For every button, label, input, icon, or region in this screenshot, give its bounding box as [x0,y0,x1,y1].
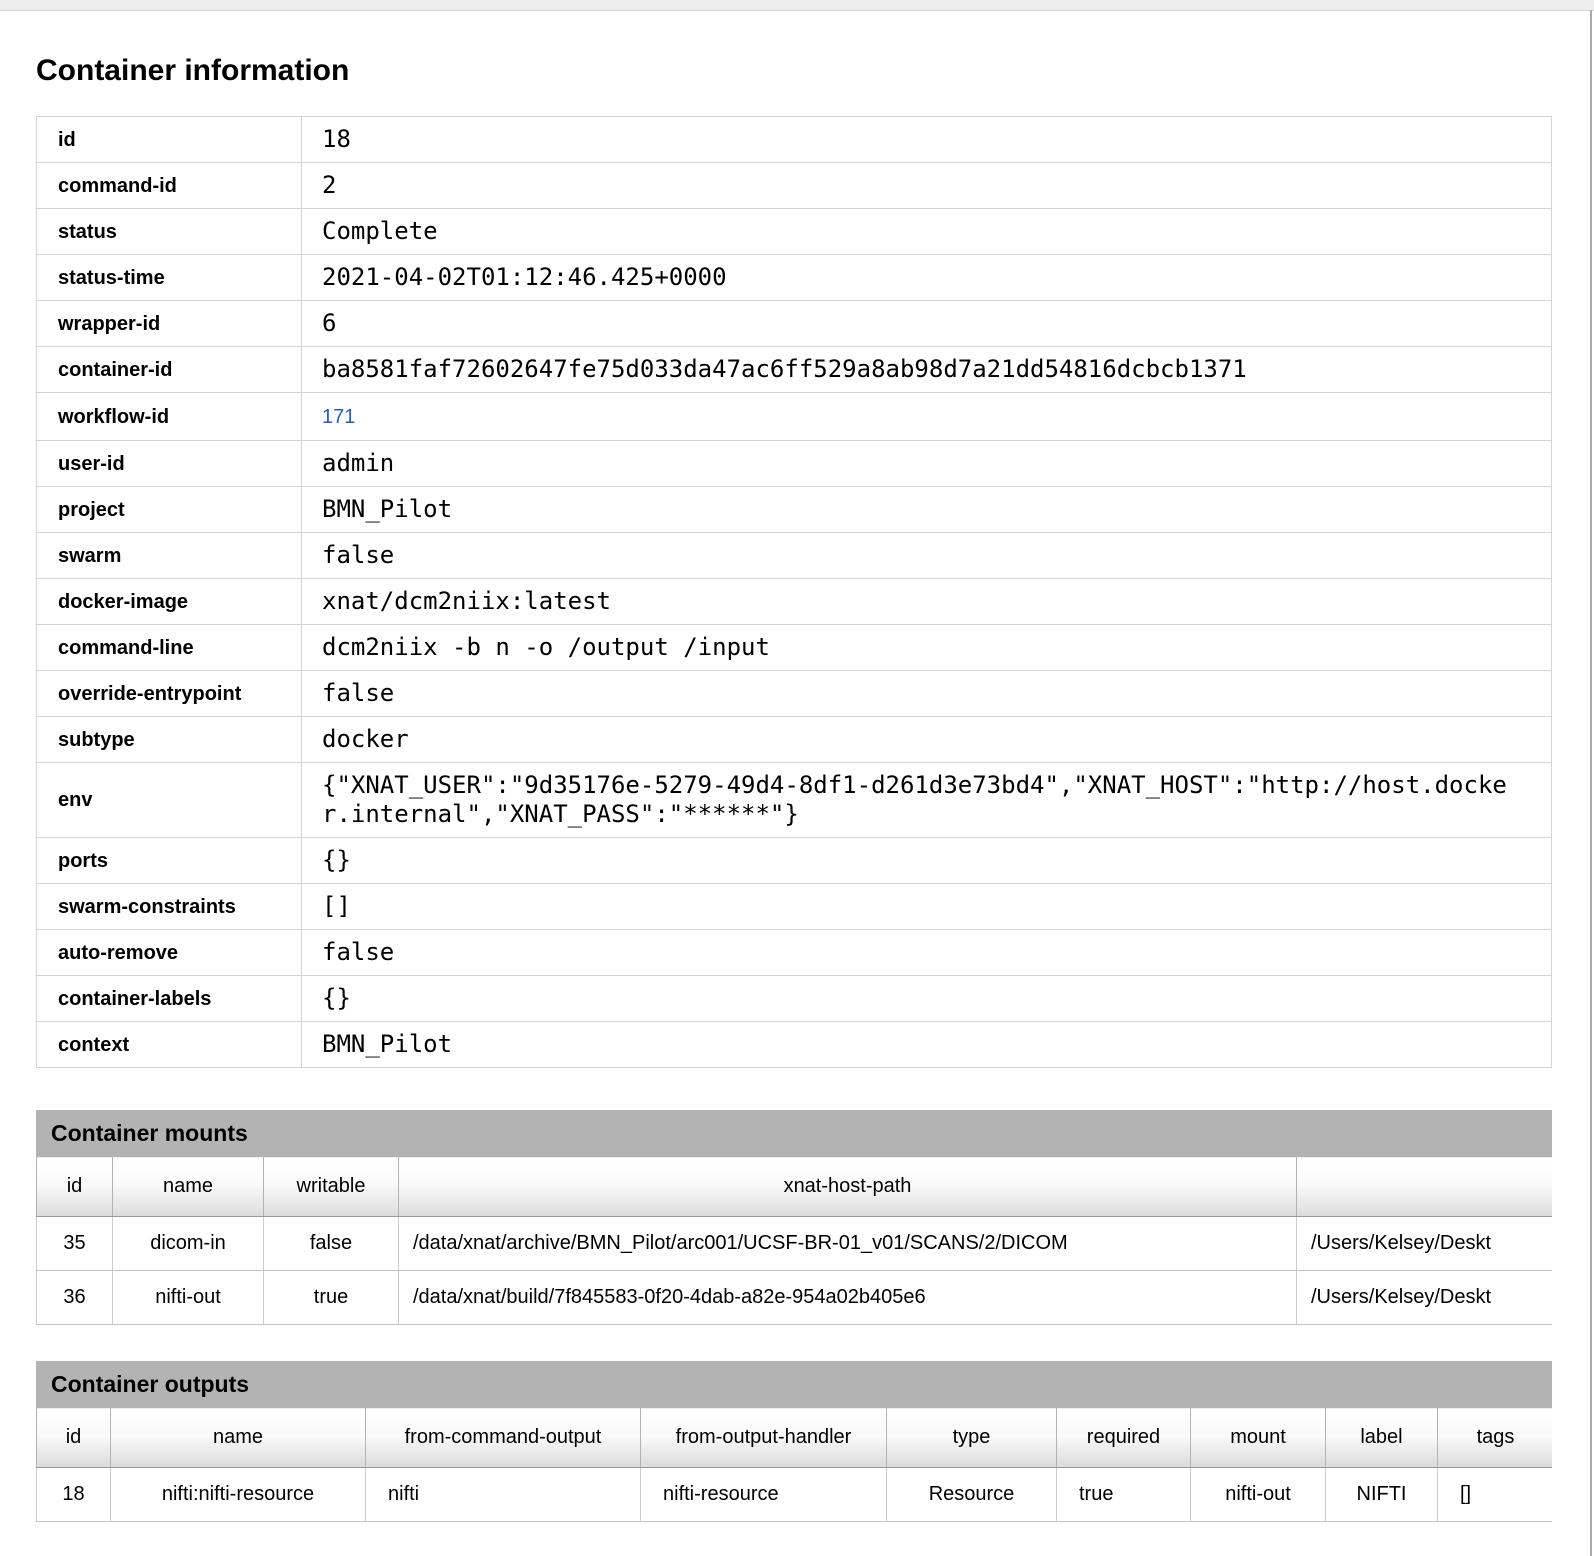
page-right-border [1590,10,1592,1556]
info-row [37,347,1552,393]
info-value: false [302,671,1552,717]
info-row [37,1022,1552,1068]
outputs-clip [36,1361,1552,1522]
info-value: {} [302,976,1552,1022]
info-value: 2 [302,163,1552,209]
info-value: BMN_Pilot [302,1022,1552,1068]
table-row [37,1468,1553,1522]
info-row [37,625,1552,671]
info-row [37,117,1552,163]
output-from-command-output: nifti [366,1468,641,1522]
mounts-col-id: id [37,1157,113,1217]
info-label: status-time [37,255,302,301]
browser-top-strip [0,0,1594,11]
info-row [37,976,1552,1022]
info-label: auto-remove [37,930,302,976]
container-mounts-table [36,1156,1552,1325]
info-value: false [302,533,1552,579]
table-row [37,1217,1553,1271]
outputs-col-required: required [1057,1408,1191,1468]
container-mounts-section [36,1110,1553,1325]
info-label: env [37,763,302,838]
output-from-output-handler: nifti-resource [641,1468,887,1522]
workflow-id-link[interactable]: 171 [322,406,356,428]
info-row [37,717,1552,763]
table-row [37,1271,1553,1325]
info-value: {"XNAT_USER":"9d35176e-5279-49d4-8df1-d261d3e73bd4","XNAT_HOST":"http://host.docker.internal","XNAT_PASS":"******"} [302,763,1552,838]
info-label: wrapper-id [37,301,302,347]
info-value: 18 [302,117,1552,163]
info-label: subtype [37,717,302,763]
mounts-clip [36,1110,1552,1325]
info-value: xnat/dcm2niix:latest [302,579,1552,625]
mount-xnat-host-path: /data/xnat/build/7f845583-0f20-4dab-a82e-954a02b405e6 [399,1271,1297,1325]
outputs-section-title: Container outputs [36,1361,1552,1407]
mount-writable: false [264,1217,399,1271]
info-row [37,301,1552,347]
mounts-header-row [37,1157,1553,1217]
output-required: true [1057,1468,1191,1522]
info-row [37,209,1552,255]
info-value: BMN_Pilot [302,487,1552,533]
outputs-col-name: name [111,1408,366,1468]
mount-id: 35 [37,1217,113,1271]
info-value: 2021-04-02T01:12:46.425+0000 [302,255,1552,301]
info-row [37,671,1552,717]
output-label: NIFTI [1326,1468,1438,1522]
page-title: Container information [36,54,350,87]
info-row [37,255,1552,301]
info-row [37,930,1552,976]
info-row [37,884,1552,930]
mounts-col-extra [1297,1157,1553,1217]
info-row [37,579,1552,625]
info-value: dcm2niix -b n -o /output /input [302,625,1552,671]
info-value: Complete [302,209,1552,255]
output-tags: [] [1438,1468,1553,1522]
info-label: swarm [37,533,302,579]
output-id: 18 [37,1468,111,1522]
info-row [37,393,1552,441]
info-value: docker [302,717,1552,763]
info-label: context [37,1022,302,1068]
info-label: ports [37,838,302,884]
mount-writable: true [264,1271,399,1325]
info-label: container-id [37,347,302,393]
info-value: {} [302,838,1552,884]
outputs-col-mount: mount [1191,1408,1326,1468]
info-value: ba8581faf72602647fe75d033da47ac6ff529a8ab98d7a21dd54816dcbcb1371 [302,347,1552,393]
info-label: command-id [37,163,302,209]
outputs-col-from-output-handler: from-output-handler [641,1408,887,1468]
info-label: swarm-constraints [37,884,302,930]
outputs-col-tags: tags [1438,1408,1553,1468]
info-value: [] [302,884,1552,930]
mount-name: dicom-in [113,1217,264,1271]
mount-name: nifti-out [113,1271,264,1325]
mounts-section-title: Container mounts [36,1110,1552,1156]
info-value: 6 [302,301,1552,347]
mount-container-host-path: /Users/Kelsey/Deskt [1297,1271,1553,1325]
container-outputs-table [36,1407,1552,1522]
container-outputs-section [36,1361,1553,1522]
info-row [37,163,1552,209]
info-label: status [37,209,302,255]
output-name: nifti:nifti-resource [111,1468,366,1522]
outputs-header-row [37,1408,1553,1468]
outputs-col-label: label [1326,1408,1438,1468]
info-value [302,393,1552,441]
info-label: workflow-id [37,393,302,441]
info-label: user-id [37,441,302,487]
mount-xnat-host-path: /data/xnat/archive/BMN_Pilot/arc001/UCSF-BR-01_v01/SCANS/2/DICOM [399,1217,1297,1271]
info-label: override-entrypoint [37,671,302,717]
output-type: Resource [887,1468,1057,1522]
info-label: project [37,487,302,533]
outputs-col-type: type [887,1408,1057,1468]
info-row [37,763,1552,838]
container-info-table [36,116,1552,1068]
info-label: container-labels [37,976,302,1022]
info-value: false [302,930,1552,976]
page-content [36,12,1553,1522]
outputs-col-id: id [37,1408,111,1468]
output-mount: nifti-out [1191,1468,1326,1522]
mounts-col-writable: writable [264,1157,399,1217]
mount-container-host-path: /Users/Kelsey/Deskt [1297,1217,1553,1271]
mount-id: 36 [37,1271,113,1325]
info-row [37,487,1552,533]
info-row [37,441,1552,487]
mounts-col-xnat-host-path: xnat-host-path [399,1157,1297,1217]
outputs-col-from-command-output: from-command-output [366,1408,641,1468]
info-label: command-line [37,625,302,671]
info-label: id [37,117,302,163]
info-value: admin [302,441,1552,487]
info-row [37,838,1552,884]
info-row [37,533,1552,579]
info-label: docker-image [37,579,302,625]
mounts-col-name: name [113,1157,264,1217]
